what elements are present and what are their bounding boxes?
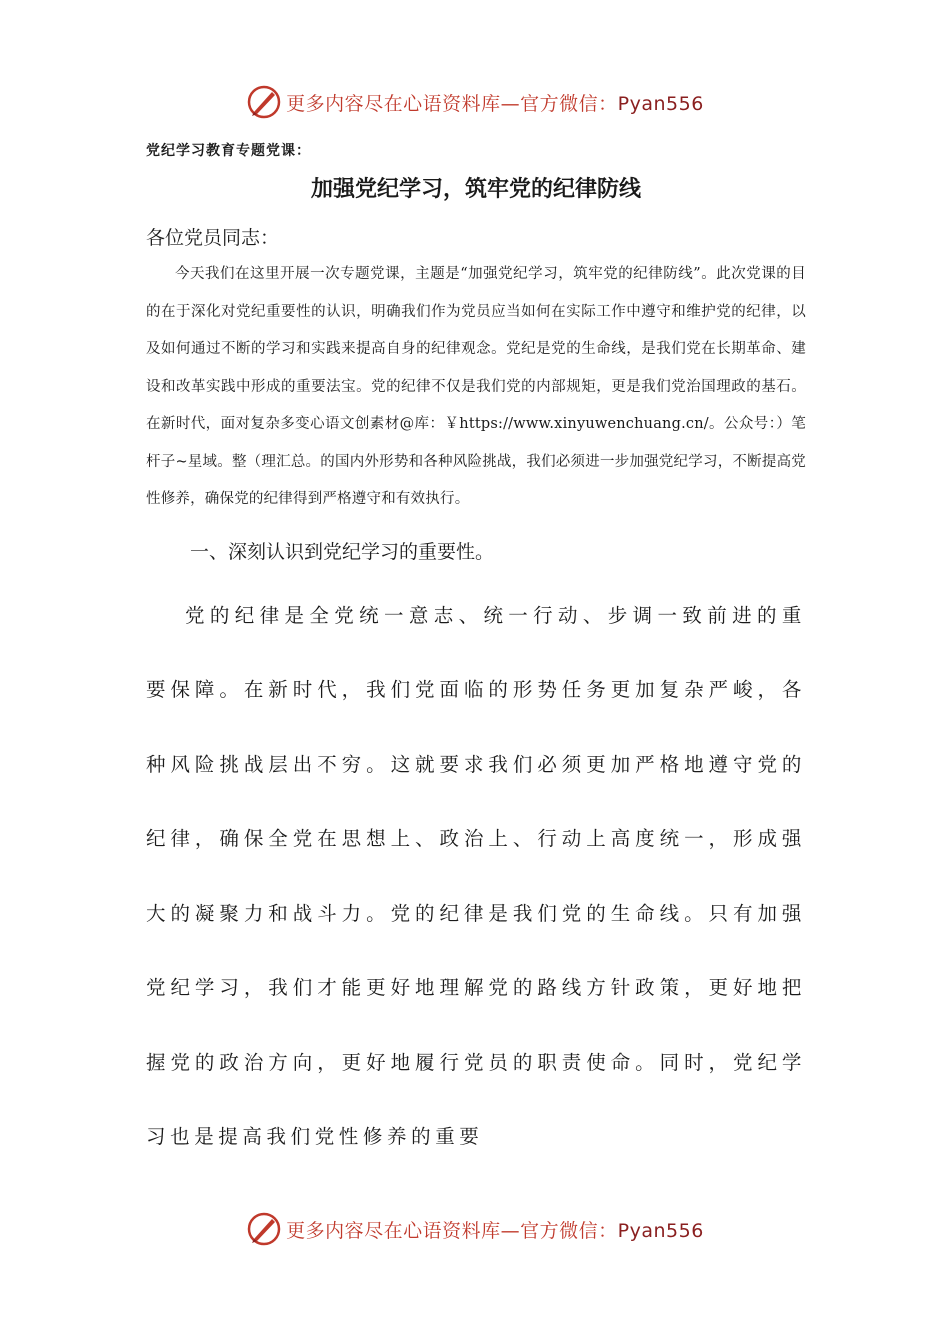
greeting: 各位党员同志： [146, 227, 280, 249]
banner-text [286, 1216, 704, 1243]
document-title: 加强党纪学习，筑牢党的纪律防线 [310, 177, 641, 202]
header-banner [0, 82, 950, 122]
pen-logo-icon [246, 84, 282, 120]
pen-logo-icon [246, 1211, 282, 1247]
document-body [146, 140, 806, 1175]
banner-slogan: 更多内容尽在心语资料库—官方微信： [286, 92, 618, 115]
intro-paragraph: 今天我们在这里开展一次专题党课，主题是“加强党纪学习，筑牢党的纪律防线”。此次党课的目的在于深化对党纪重要性的认识，明确我们作为党员应当如何在实际工作中遵守和维护党的纪律，以及如何通过不断的学习和实践来提高自身的纪律观念。党纪是党的生命线，是我们党在长期革命、建设和改革实践中形成的重要法宝。党的纪律不仅是我们党的内部规矩，更是我们党治国理政的基石。在新时代，面对复杂多变心语文创素材@库：￥https://www.xinyuwenchuang.cn/。公众号：）笔杆子~星域。整（理汇总。的国内外形势和各种风险挑战，我们必须进一步加强党纪学习，不断提高党性修养，确保党的纪律得到严格遵守和有效执行。 [146, 266, 806, 507]
banner-wechat-id: Pyan556 [617, 92, 704, 115]
section-heading: 一、深刻认识到党纪学习的重要性。 [190, 540, 495, 563]
banner-wechat-id: Pyan556 [617, 1219, 704, 1242]
section-paragraph: 党的纪律是全党统一意志、统一行动、步调一致前进的重要保障。在新时代，我们党面临的形势任务更加复杂严峻，各种风险挑战层出不穷。这就要求我们必须更加严格地遵守党的纪律，确保全党在思想上、政治上、行动上高度统一，形成强大的凝聚力和战斗力。党的纪律是我们党的生命线。只有加强党纪学习，我们才能更好地理解党的路线方针政策，更好地把握党的政治方向，更好地履行党员的职责使命。同时，党纪学习也是提高我们党性修养的重要 [146, 603, 806, 1148]
banner-text [286, 89, 704, 116]
document-subheading: 党纪学习教育专题党课： [146, 143, 311, 159]
footer-banner [0, 1209, 950, 1249]
banner-slogan: 更多内容尽在心语资料库—官方微信： [286, 1219, 618, 1242]
